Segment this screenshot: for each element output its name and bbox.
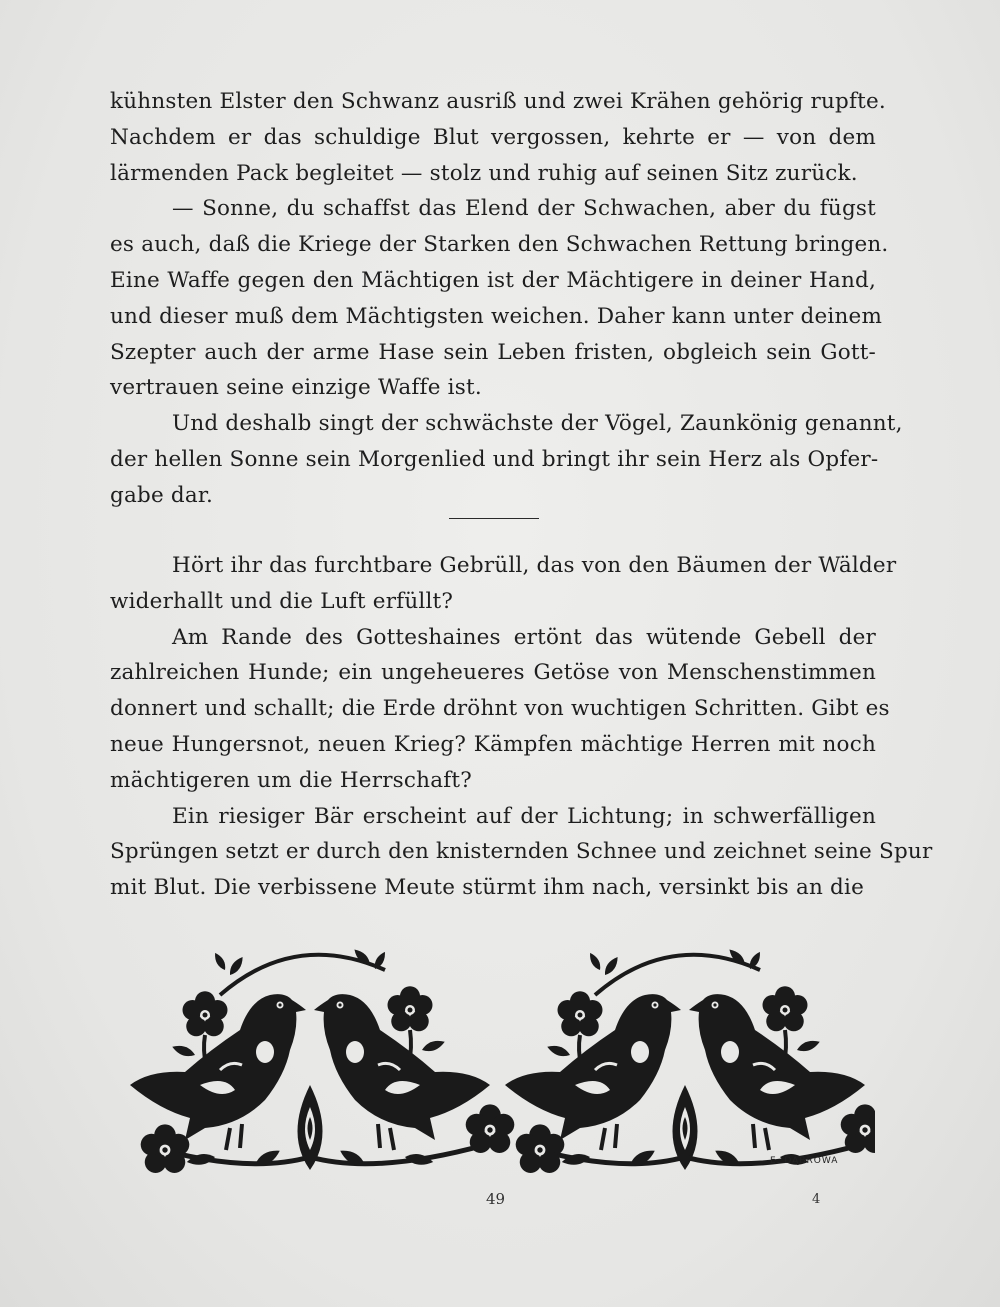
text-line: der hellen Sonne sein Morgenlied und bringt ihr sein Herz als Opfer-	[110, 446, 879, 472]
text-block-bottom	[110, 548, 933, 906]
text-line: lärmenden Pack begleitet — stolz und ruhig auf seinen Sitz zurück.	[110, 160, 858, 186]
page-number: 49	[486, 1190, 506, 1208]
text-line: mit Blut. Die verbissene Meute stürmt ihm nach, versinkt bis an die	[110, 875, 865, 901]
text-line: widerhallt und die Luft erfüllt?	[110, 588, 454, 614]
text-line: — Sonne, du schaffst das Elend der Schwachen, aber du fügst	[172, 196, 876, 222]
text-line: Ein riesiger Bär erscheint auf der Lichtung; in schwerfälligen	[172, 803, 876, 829]
text-line: kühnsten Elster den Schwanz ausriß und zwei Krähen gehörig rupfte.	[110, 89, 886, 114]
text-line: zahlreichen Hunde; ein ungeheueres Getöse von Menschenstimmen	[110, 660, 876, 686]
text-line: Eine Waffe gegen den Mächtigen ist der Mächtigere in deiner Hand,	[110, 267, 876, 293]
text-line: es auch, daß die Kriege der Starken den Schwachen Rettung bringen.	[110, 232, 889, 258]
artist-signature: E. DĄBROWA	[770, 1156, 839, 1166]
text-line: Hört ihr das furchtbare Gebrüll, das von den Bäumen der Wälder	[172, 553, 897, 578]
text-block-top	[110, 84, 903, 514]
text-line: Am Rande des Gotteshaines ertönt das wütende Gebell der	[172, 624, 876, 650]
text-line: donnert und schallt; die Erde dröhnt von wuchtigen Schritten. Gibt es	[110, 696, 890, 722]
text-line: mächtigeren um die Herrschaft?	[110, 767, 472, 793]
text-line: neue Hungersnot, neuen Krieg? Kämpfen mächtige Herren mit noch	[110, 731, 876, 757]
printer-signature-mark: 4	[812, 1192, 821, 1207]
text-line: und dieser muß dem Mächtigsten weichen. Daher kann unter deinem	[110, 303, 883, 329]
text-line: Nachdem er das schuldige Blut vergossen, kehrte er — von dem	[110, 124, 876, 150]
text-line: Sprüngen setzt er durch den knisternden Schnee und zeichnet seine Spur	[110, 839, 933, 865]
text-line: gabe dar.	[110, 482, 214, 508]
text-line: Und deshalb singt der schwächste der Vögel, Zaunkönig genannt,	[172, 411, 903, 437]
section-separator-rule	[449, 518, 539, 519]
text-line: vertrauen seine einzige Waffe ist.	[110, 375, 482, 401]
dove-ornament-woodcut	[125, 935, 875, 1180]
text-line: Szepter auch der arme Hase sein Leben fristen, obgleich sein Gott-	[110, 339, 876, 365]
